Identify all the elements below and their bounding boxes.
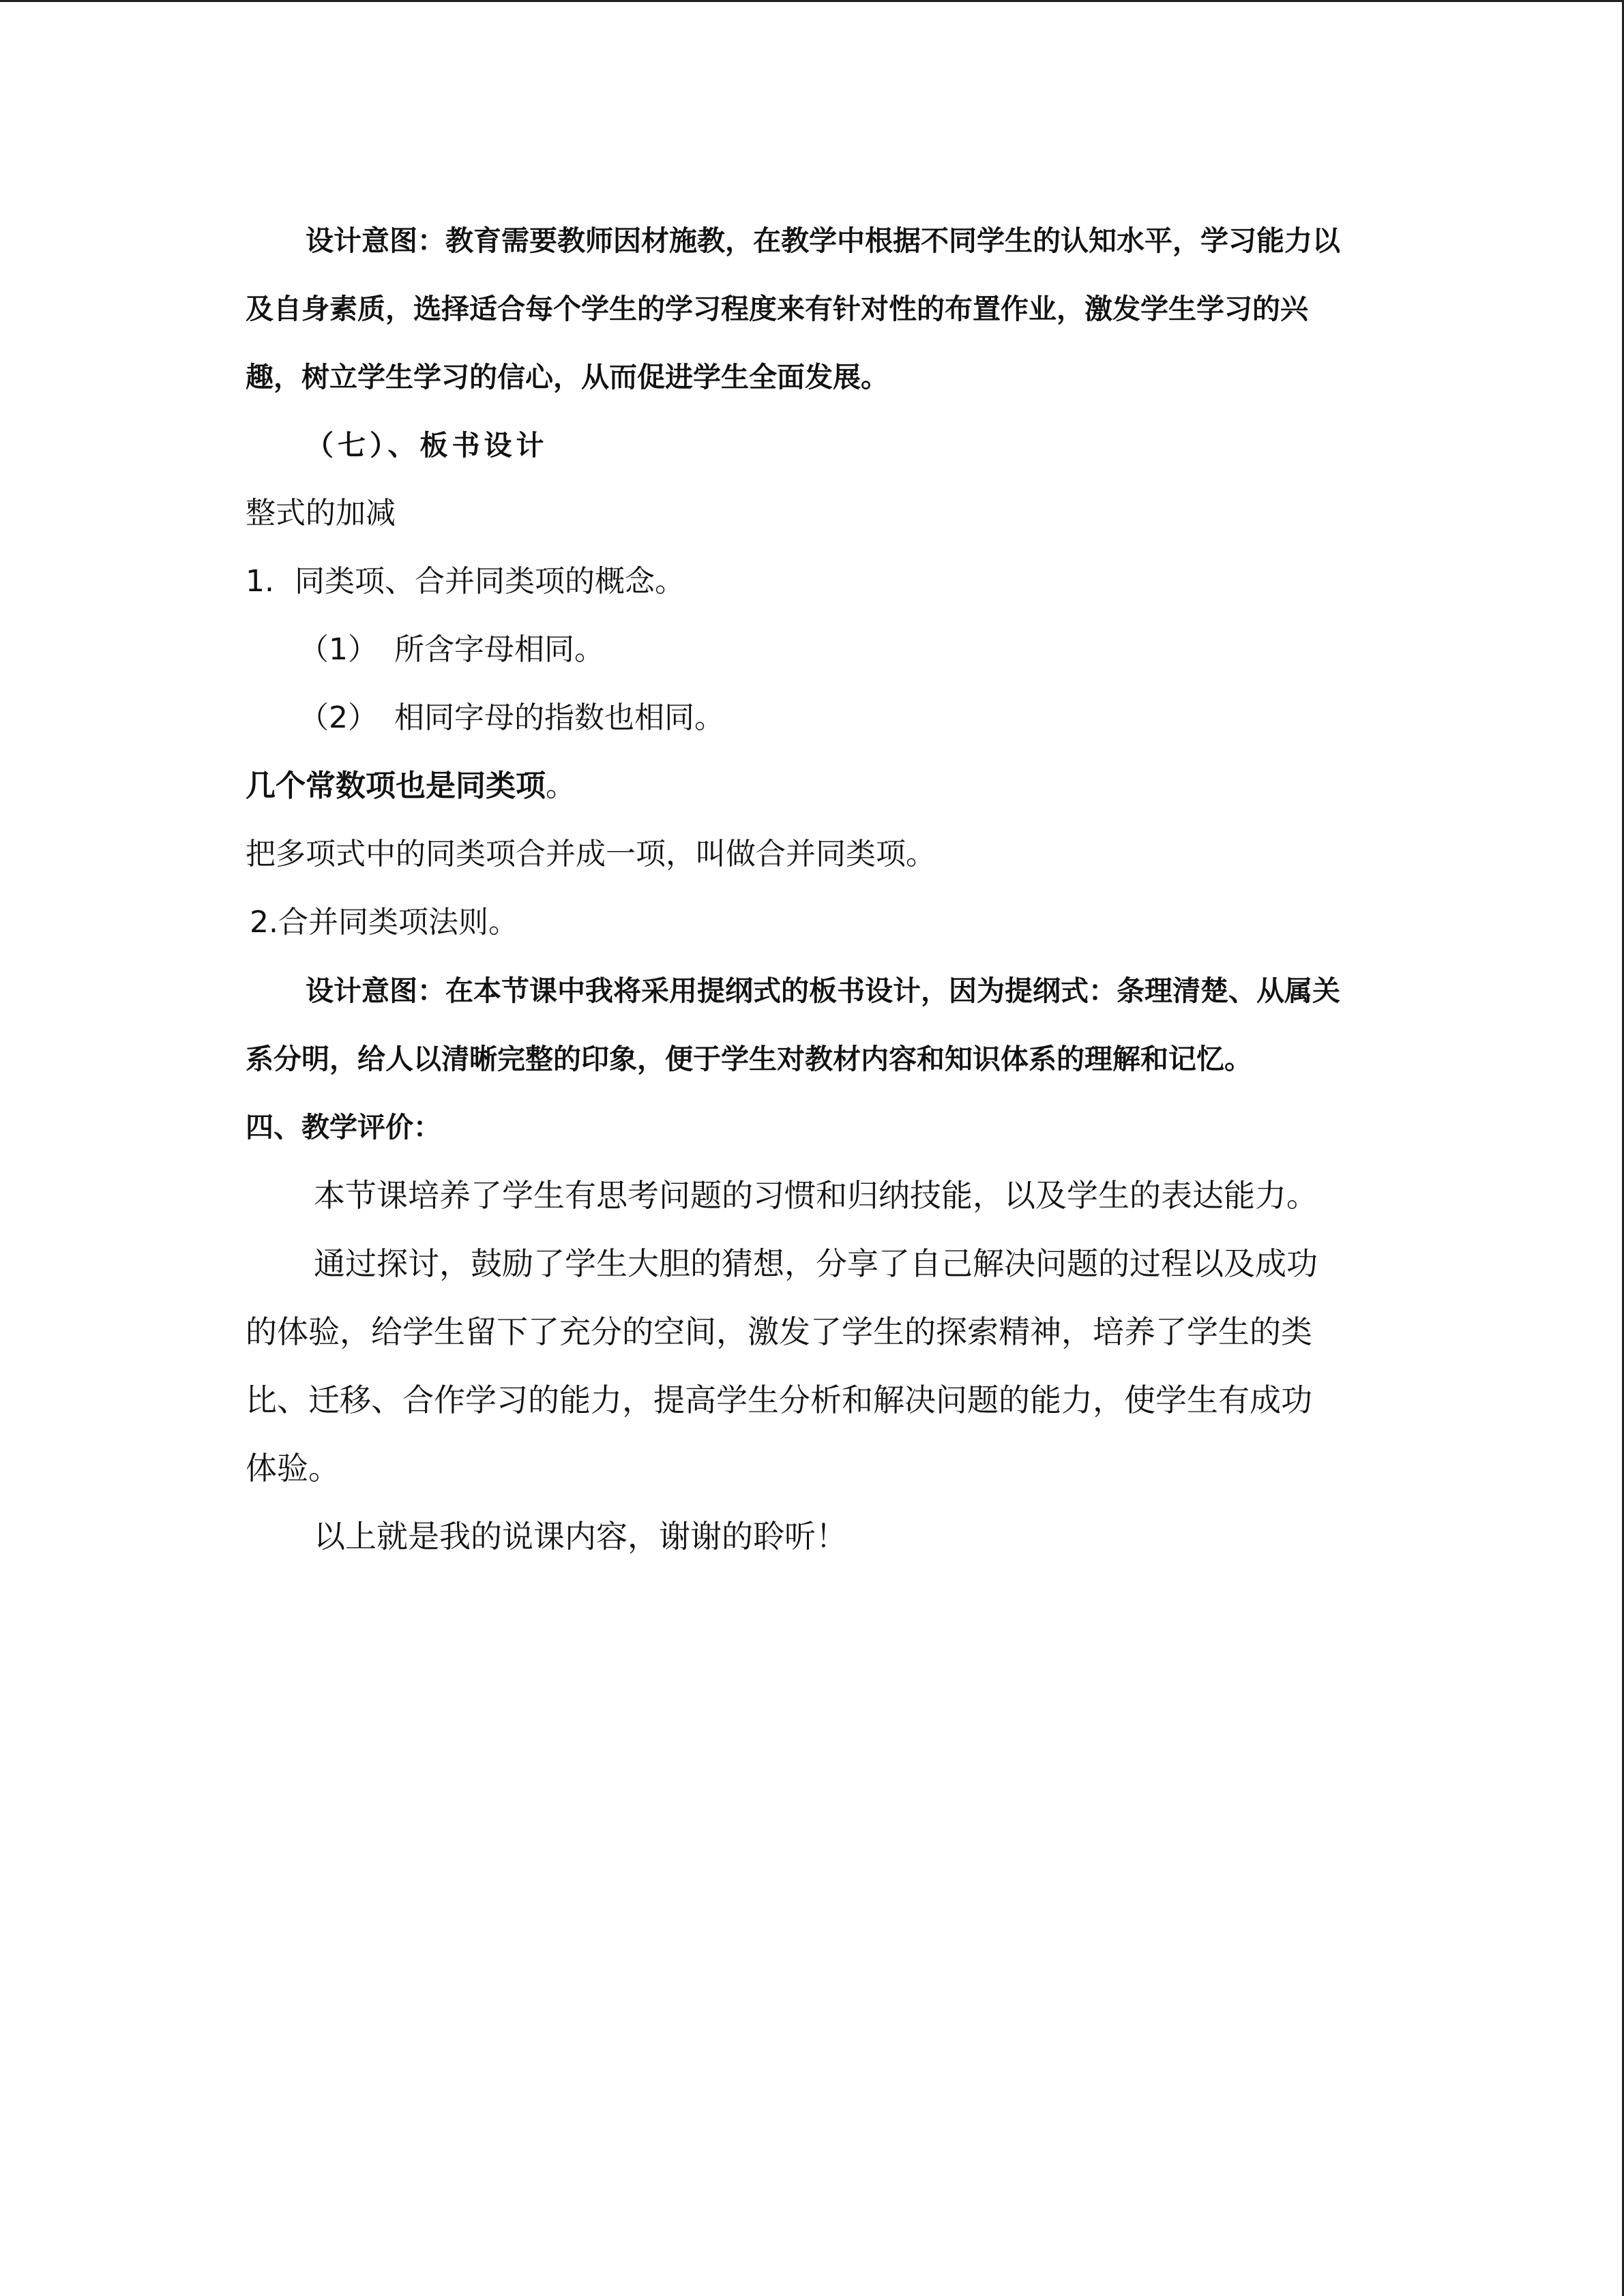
evaluation-paragraph-2-line-1: 通过探讨，鼓励了学生大胆的猜想，分享了自己解决问题的过程以及成功	[314, 1245, 1318, 1282]
evaluation-paragraph-2-line-4: 体验。	[246, 1450, 340, 1487]
design-intent-1-line-3: 趣，树立学生学习的信心，从而促进学生全面发展。	[246, 361, 889, 393]
closing-remark: 以上就是我的说课内容，谢谢的聆听！	[314, 1518, 847, 1555]
board-constant-note-end: 。	[546, 769, 576, 803]
board-item-1-text: 同类项、合并同类项的概念。	[295, 564, 685, 599]
evaluation-paragraph-2-line-3: 比、迁移、合作学习的能力，提高学生分析和解决问题的能力，使学生有成功	[246, 1382, 1312, 1418]
page-content	[246, 207, 1364, 1570]
board-title: 整式的加减	[246, 496, 396, 531]
design-intent-1-line-1: 设计意图：教育需要教师因材施教，在教学中根据不同学生的认知水平，学习能力以	[306, 224, 1340, 257]
board-item-1	[246, 548, 1364, 616]
section-7-heading: （七）、板书设计	[306, 429, 548, 462]
board-sub-item-2	[246, 684, 1364, 752]
board-constant-note-bold: 几个常数项也是同类项	[246, 769, 546, 803]
board-item-1-number: 1.	[246, 564, 274, 599]
board-sub-item-1	[246, 616, 1364, 684]
board-sub-item-2-text: 相同字母的指数也相同。	[394, 700, 724, 735]
board-sub-item-1-text: 所含字母相同。	[394, 632, 604, 667]
evaluation-paragraph-2-line-2: 的体验，给学生留下了充分的空间，激发了学生的探索精神，培养了学生的类	[246, 1313, 1312, 1350]
section-4-heading: 四、教学评价：	[246, 1111, 441, 1144]
design-intent-2-line-1: 设计意图：在本节课中我将采用提纲式的板书设计，因为提纲式：条理清楚、从属关	[306, 974, 1340, 1007]
board-sub-item-1-number: （1）	[299, 632, 378, 667]
board-constant-note	[246, 752, 1364, 820]
board-merge-definition: 把多项式中的同类项合并成一项，叫做合并同类项。	[246, 837, 936, 871]
design-intent-2-line-2: 系分明，给人以清晰完整的印象，便于学生对教材内容和知识体系的理解和记忆。	[246, 1043, 1252, 1075]
board-sub-item-2-number: （2）	[299, 700, 378, 735]
design-intent-1-line-2: 及自身素质，选择适合每个学生的学习程度来有针对性的布置作业，激发学生学习的兴	[246, 293, 1308, 325]
evaluation-paragraph-1: 本节课培养了学生有思考问题的习惯和归纳技能，以及学生的表达能力。	[314, 1177, 1318, 1214]
board-item-2: 2.合并同类项法则。	[250, 905, 518, 940]
